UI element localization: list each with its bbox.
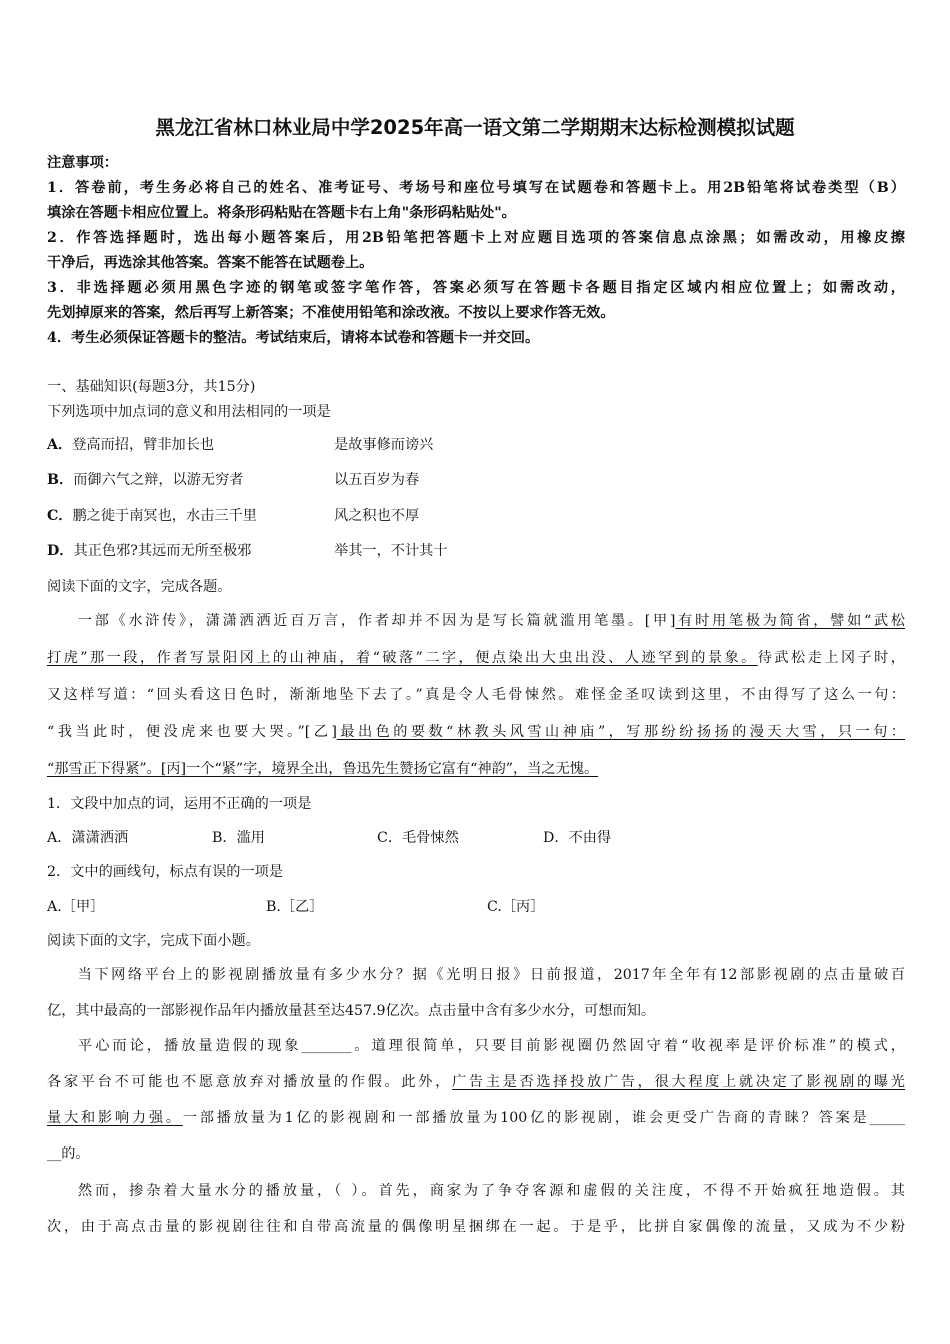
underlined-sentence-jia: 有时用笔极为简省，譬如“武松 [675,613,905,629]
passage-line: 次，由于高点击量的影视剧往往和自带高流量的偶像明星捆绑在一起。于是乎，比拼自家偶像的流量，又成为不少粉 [47,1219,905,1235]
passage-line [47,647,905,667]
q1-option-a: A．潇潇洒洒 [47,830,129,846]
reading-intro: 阅读下面的文字，完成下面小题。 [47,933,260,949]
notice-line: 1．答卷前，考生务必将自己的姓名、准考证号、考场号和座位号填写在试题卷和答题卡上。用2B铅笔将试卷类型（B） [47,180,905,196]
exam-title: 黑龙江省林口林业局中学2025年高一语文第二学期期末达标检测模拟试题 [155,116,795,139]
reading-intro: 阅读下面的文字，完成各题。 [47,579,232,595]
q2-option-b: B.［乙］ [266,899,324,915]
notice-line: 先划掉原来的答案，然后再写上新答案；不准使用铅笔和涂改液。不按以上要求作答无效。 [47,305,615,321]
passage-text: 各家平台不可能也不愿意放弃对播放量的作假。此外， [47,1074,453,1090]
option-label: B． [47,472,74,488]
question-1: 1．文段中加点的词，运用不正确的一项是 [47,796,312,812]
passage-line: 又这样写道：“回头看这日色时，渐渐地坠下去了。”真是令人毛骨悚然。难怪金圣叹读到这里，不由得写了这么一句： [47,687,905,703]
underlined-sentence-bing: 一个“紧”字，境界全出，鲁迅先生赞扬它富有“神韵”，当之无愧。 [186,761,599,777]
question-2: 2．文中的画线句，标点有误的一项是 [47,864,284,880]
passage-line: 亿，其中最高的一部影视作品年内播放量甚至达457.9亿次。点击量中含有多少水分，可想而知。 [47,1003,656,1019]
section-heading: 一、基础知识(每题3分，共15分) [47,379,256,395]
option-d [47,540,251,560]
passage-text: 然而，掺杂着大量水分的播放量，（ ）。首先，商家为了争夺客源和虚假的关注度，不得不开始疯狂地造假。其 [75,1183,905,1199]
option-left-text: 鹏之徙于南冥也，水击三千里 [72,508,257,524]
option-label: A． [47,437,73,453]
passage-text: 当下网络平台上的影视剧播放量有多少水分？据《光明日报》日前报道，2017年全年有12部影视剧的点击量破百 [75,967,905,983]
option-label: C． [47,508,73,524]
option-c [47,505,257,525]
passage-line [47,721,905,741]
passage-line: __的。 [47,1146,90,1162]
passage-text: 一部《水浒传》，潇潇洒洒近百万言，作者却并不因为是写长篇就滥用笔墨。[甲] [75,613,676,629]
passage-text: 平心而论，播放量造假的现象_______。道理很简单，只要目前影视圈仍然固守着“收视率是评价标准”的模式， [75,1038,905,1054]
underlined-sentence-yi: “那雪正下得紧”。[丙] [47,761,187,777]
passage-text: 一部播放量为1亿的影视剧和一部播放量为100亿的影视剧，谁会更受广告商的青睐？答案是_____ [182,1110,905,1126]
notice-line: 干净后，再选涂其他答案。答案不能答在试题卷上。 [47,255,374,271]
underlined-sentence: 广告主是否选择投放广告，很大程度上就决定了影视剧的曝光 [452,1074,905,1090]
q1-option-b: B．滥用 [212,830,265,846]
option-d-right-text: 举其一，不计其十 [334,543,448,559]
option-b-right-text: 以五百岁为春 [334,472,420,488]
option-c-right-text: 风之积也不厚 [334,508,420,524]
notice-line: 填涂在答题卡相应位置上。将条形码粘贴在答题卡右上角"条形码粘贴处"。 [47,205,516,221]
q1-option-d: D．不由得 [543,830,612,846]
option-left-text: 其正色邪?其远而无所至极邪 [73,543,252,559]
passage-text: “我当此时，便没虎来也要大哭。”[乙] [47,724,337,740]
option-label: D． [47,543,74,559]
option-a-right-text: 是故事修而谤兴 [334,437,434,453]
notice-heading: 注意事项： [47,155,118,171]
question-stem: 下列选项中加点词的意义和用法相同的一项是 [47,404,331,420]
notice-line: 4．考生必须保证答题卡的整洁。考试结束后，请将本试卷和答题卡一并交回。 [47,330,540,346]
passage-text: 待武松走上冈子时， [757,650,905,666]
option-left-text: 而御六气之辩，以游无穷者 [73,472,244,488]
q2-option-c: C.［丙］ [487,899,545,915]
passage-line [47,1035,905,1055]
notice-line: 2．作答选择题时，选出每小题答案后，用2B铅笔把答题卡上对应题目选项的答案信息点涂黑；如需改动，用橡皮擦 [47,230,905,246]
underlined-sentence-jia: 打虎”那一段，作者写景阳冈上的山神庙，着“破落”二字，便点染出大虫出没、人迹罕到的景象。 [47,650,758,666]
notice-line: 3．非选择题必须用黑色字迹的钢笔或签字笔作答，答案必须写在答题卡各题目指定区域内相应位置上；如需改动， [47,280,905,296]
underlined-sentence-yi: 最出色的要数“林教头风雪山神庙”，写那纷纷扬扬的漫天大雪，只一句： [336,724,905,740]
underlined-sentence: 量大和影响力强。 [47,1110,183,1126]
q2-option-a: A.［甲］ [47,899,105,915]
passage-line [47,758,598,778]
passage-line [47,610,905,630]
passage-line [47,1180,905,1200]
option-b [47,469,243,489]
q1-option-c: C．毛骨悚然 [377,830,459,846]
passage-line [47,964,905,984]
passage-line [47,1071,905,1091]
option-a [47,434,214,454]
option-left-text: 登高而招，臂非加长也 [72,437,215,453]
passage-line [47,1107,905,1127]
